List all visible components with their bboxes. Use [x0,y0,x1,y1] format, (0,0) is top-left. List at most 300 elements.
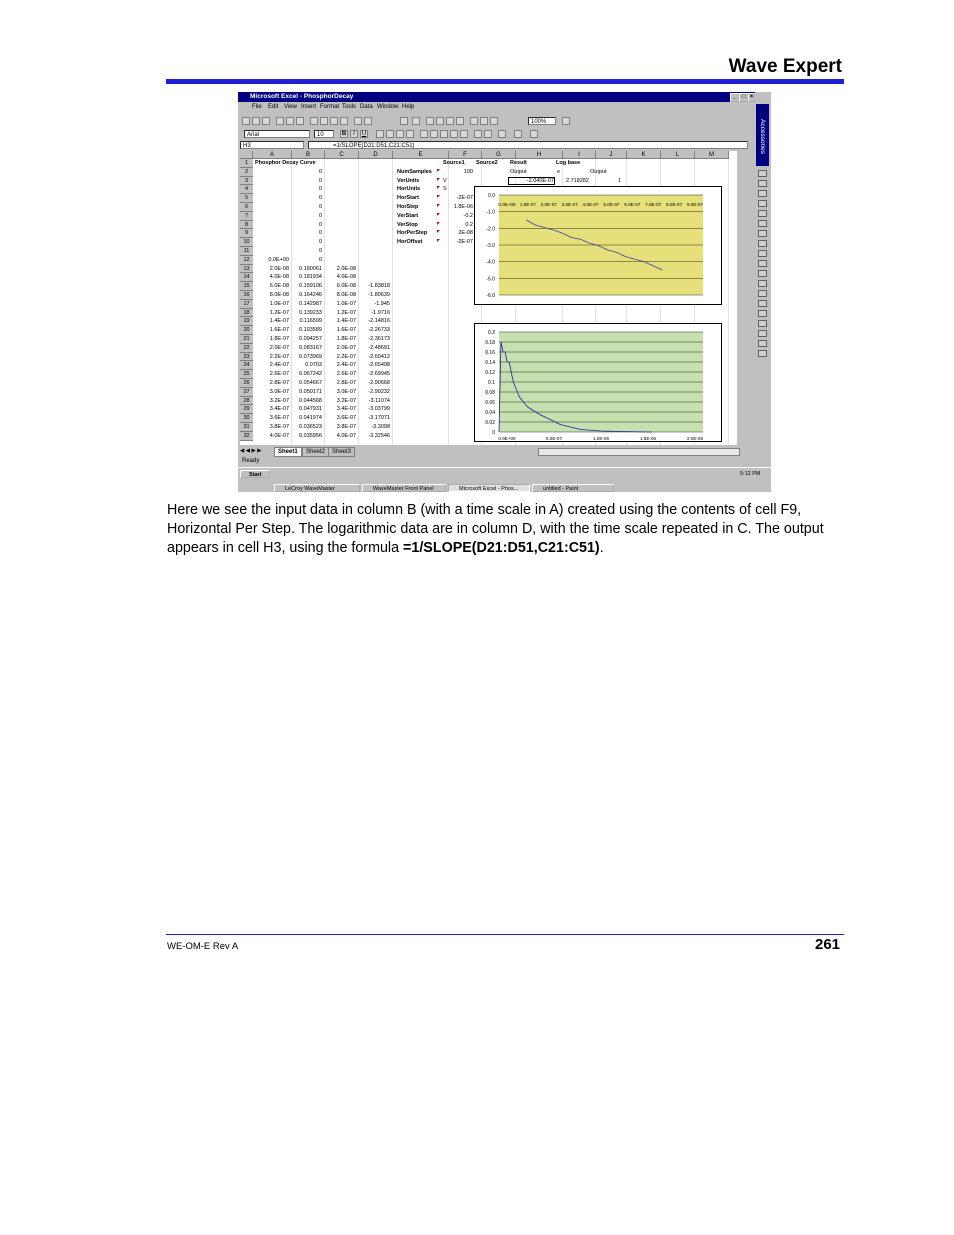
cell-b[interactable]: 0 [318,239,322,246]
spelling-icon[interactable] [296,117,304,125]
font-color-icon[interactable] [530,130,538,138]
font-name-select[interactable]: Arial [244,130,310,138]
save-icon[interactable] [262,117,270,125]
caption-text: Here we see the input data in column B (with a time scale in A) created using the contents of cell F9, Horizontal Per Step. The logarithmic data are in column D, with the time scale repeated in C. The output appears in cell H3, using the formula [167,502,824,556]
taskbar-item-lecroy[interactable]: LeCroy WaveMaster [274,484,360,492]
param-label[interactable]: VerStart [397,212,419,219]
increase-indent-icon[interactable] [484,130,492,138]
print-preview-icon[interactable] [286,117,294,125]
comma-icon[interactable] [440,130,448,138]
param-value[interactable]: 100 [463,168,473,175]
cell-c[interactable] [325,185,356,194]
row-header[interactable]: 4 [240,185,253,194]
cell-a[interactable]: 8.0E-08 [269,292,289,298]
cell-b[interactable]: 0.103589 [299,327,322,334]
cell-b[interactable]: 0.159106 [299,283,322,290]
row-header[interactable]: 14 [240,273,253,282]
cell-d[interactable] [359,212,390,221]
autofilter-icon[interactable] [758,240,767,247]
start-button[interactable]: Start [240,470,270,478]
align-center-icon[interactable] [386,130,394,138]
cell-a[interactable] [253,168,289,177]
cell-b[interactable]: 0 [318,212,322,219]
cell-d[interactable]: -1.9716 [371,309,390,316]
close-button[interactable]: × [749,94,754,100]
percent-icon[interactable] [430,130,438,138]
redo-icon[interactable] [364,117,372,125]
cell-b[interactable]: 0 [318,177,322,184]
comment-indicator-icon [437,204,440,207]
cell-a[interactable]: 0.0E+00 [268,256,289,263]
row-header[interactable]: 18 [240,309,253,318]
cell-c[interactable]: 4.0E-07 [336,432,356,439]
param-label[interactable]: HorPerStep [397,230,428,237]
cell-a[interactable]: 3.2E-07 [269,397,289,404]
print-icon[interactable] [276,117,284,125]
cell-d[interactable] [359,203,390,212]
format-painter-icon[interactable] [340,117,348,125]
cell-j3[interactable]: 1 [617,177,621,184]
param-label[interactable]: HorOffset [397,239,423,246]
row-header[interactable]: 17 [240,300,253,309]
increase-decimal-icon[interactable] [450,130,458,138]
cell-a[interactable] [253,203,289,212]
y-tick-label: -3.0 [486,243,495,249]
x-tick-label: 4.0E-07 [582,202,599,207]
row-header[interactable]: 26 [240,379,253,388]
name-box[interactable]: H3 [240,141,304,149]
cell-b[interactable]: 0.041974 [299,415,322,422]
cell-a[interactable] [253,177,289,186]
row-header[interactable]: 22 [240,344,253,353]
cell-c[interactable]: 1.6E-07 [336,327,356,334]
cell-a[interactable] [253,247,289,256]
new-icon[interactable] [242,117,250,125]
cell-a[interactable]: 6.0E-08 [269,283,289,290]
cell-b[interactable]: 0.073969 [299,353,322,360]
cell-d[interactable]: -2.36173 [368,336,390,342]
cell-b[interactable]: 0.116599 [299,318,322,325]
align-right-icon[interactable] [396,130,404,138]
cell-b[interactable]: 0.083167 [299,344,322,351]
tab-sheet1[interactable]: Sheet1 [274,447,302,457]
cell-a[interactable]: 2.4E-07 [269,362,289,369]
paste-function-icon[interactable] [758,180,767,187]
cell-b[interactable]: 0.067242 [299,371,322,378]
cell-b[interactable]: 0.047931 [299,406,322,413]
cell-a[interactable]: 4.0E-07 [269,432,289,439]
undo-icon[interactable] [354,117,362,125]
param-value[interactable]: S [443,186,447,193]
cell-a[interactable] [253,185,289,194]
param-label[interactable]: HorUnits [397,186,421,193]
cut-icon[interactable] [310,117,318,125]
row-header[interactable]: 12 [240,256,253,265]
comment-icon[interactable] [758,300,767,307]
param-value[interactable]: 2E-08 [458,230,473,237]
cell-c[interactable] [325,212,356,221]
fill-color-icon[interactable] [514,130,522,138]
cell-b[interactable]: 0 [318,204,322,210]
row-header[interactable]: 6 [240,203,253,212]
param-label[interactable]: HorStart [397,195,420,202]
menu-help[interactable]: Help [402,104,415,110]
cell-a[interactable]: 1.8E-07 [269,336,289,342]
chart-wizard-icon[interactable] [470,117,478,125]
cell-d[interactable]: -2.99232 [368,388,390,395]
menu-window[interactable]: Window [377,104,399,110]
cell-a[interactable]: 2.6E-07 [269,371,289,378]
cell-d[interactable]: -2.48691 [368,344,390,351]
row-header[interactable]: 30 [240,414,253,423]
map-icon[interactable] [480,117,488,125]
cell-b[interactable]: 0.0703 [305,362,322,369]
param-label[interactable]: NumSamples [397,168,432,175]
sort-ascending-icon[interactable] [446,117,454,125]
cell-b[interactable]: 0.035956 [299,432,322,439]
cell-a[interactable]: 4.0E-08 [269,274,289,281]
row-header[interactable]: 31 [240,423,253,432]
taskbar-item-excel[interactable]: Microsoft Excel - Phos... [448,484,530,492]
web-toolbar-icon[interactable] [412,117,420,125]
cell-b[interactable]: 0 [318,168,322,175]
cell-b[interactable]: 0 [318,195,322,202]
italic-icon[interactable]: I [350,130,358,138]
gridline [392,159,393,445]
function-icon[interactable] [436,117,444,125]
cell-d[interactable]: -3.11074 [368,397,390,404]
menu-edit[interactable]: Edit [268,104,279,110]
minimize-button[interactable]: _ [730,93,739,102]
y-tick-label: -2.0 [486,226,495,233]
cell-c[interactable]: 3.8E-07 [336,424,356,430]
hyperlink-icon[interactable] [400,117,408,125]
cell-d[interactable] [359,159,390,168]
row-header[interactable]: 5 [240,194,253,203]
cell-d[interactable]: -3.03799 [368,406,390,413]
cell-c[interactable]: 3.2E-07 [336,397,356,404]
cell-a[interactable]: 2.8E-07 [269,380,289,386]
cell-c[interactable]: 1.2E-07 [336,309,356,316]
chart-icon[interactable] [758,280,767,287]
y-tick-label: 0.0 [488,193,495,199]
row-header[interactable]: 13 [240,265,253,274]
param-value[interactable]: -2E-07 [456,195,473,202]
cell-a[interactable]: 3.0E-07 [269,388,289,395]
cell-b[interactable]: 0 [318,248,322,254]
row-header[interactable]: 23 [240,353,253,362]
cell-f1[interactable]: Source1 [443,160,465,166]
column-header-e[interactable]: E [393,151,449,159]
cell-i1[interactable]: Log base [556,160,581,166]
column-header-k[interactable]: K [627,151,661,159]
column-header-h[interactable]: H [516,151,563,159]
cell-c[interactable]: 2.6E-07 [336,371,356,378]
cell-d[interactable]: -2.69945 [368,371,390,378]
cell-c[interactable]: 2.0E-07 [336,344,356,351]
cell-d[interactable]: -3.32546 [368,432,390,439]
cell-j2[interactable]: Output [590,168,607,175]
param-value[interactable]: 1.8E-06 [453,204,473,210]
y-tick-label: 0.02 [485,420,495,426]
decay-chart[interactable] [474,323,722,442]
cell-c[interactable] [325,194,356,203]
row-header[interactable]: 29 [240,405,253,414]
cell-b[interactable]: 0 [318,230,322,237]
decrease-indent-icon[interactable] [474,130,482,138]
cell-a[interactable]: 2.0E-07 [269,344,289,351]
row-header[interactable]: 19 [240,317,253,326]
cell-d[interactable]: -1.945 [374,300,390,307]
row-header[interactable]: 21 [240,335,253,344]
param-value[interactable]: -2E-07 [456,239,473,246]
cell-d[interactable] [359,273,390,282]
cell-b[interactable]: 0.142987 [299,300,322,307]
cell-d[interactable] [359,238,390,247]
underline-icon[interactable]: U [361,131,367,137]
cell-d[interactable]: -2.60412 [368,353,390,360]
row-header[interactable]: 20 [240,326,253,335]
cell-d[interactable]: -1.83818 [368,283,390,290]
cell-a[interactable]: 1.4E-07 [269,318,289,325]
cell-a[interactable] [253,194,289,203]
cell-a[interactable] [253,221,289,230]
cell-i3[interactable]: 2.718282 [566,177,589,184]
row-header[interactable]: 8 [240,221,253,230]
cell-c[interactable] [325,229,356,238]
menu-tools[interactable]: Tools [342,104,357,110]
cell-c[interactable]: 1.4E-07 [336,318,356,325]
cell-d[interactable] [359,256,390,265]
spreadsheet-grid[interactable] [240,151,737,445]
cell-d[interactable] [359,247,390,256]
row-header[interactable]: 3 [240,177,253,186]
cell-a1[interactable]: Phosphor Decay Curve [255,160,316,166]
column-header-g[interactable]: G [482,151,516,159]
log-chart[interactable] [474,186,722,305]
row-header[interactable]: 2 [240,168,253,177]
row-header[interactable]: 32 [240,432,253,441]
cell-d[interactable]: -2.26733 [368,327,390,334]
cell-b[interactable]: 0.164246 [299,292,322,298]
chart-icon[interactable] [758,170,767,177]
cell-c[interactable]: 8.0E-08 [336,292,356,298]
column-header-m[interactable]: M [695,151,729,159]
cell-b[interactable]: 0.139233 [299,309,322,316]
cell-b[interactable]: 0.160061 [299,265,322,272]
cell-c[interactable] [325,221,356,230]
cell-g1[interactable]: Source2 [476,160,498,166]
sheet-tab-bar [238,447,755,456]
cell-h1[interactable]: Result [510,160,527,166]
maximize-button[interactable]: □ [739,93,748,102]
cell-b[interactable]: 0.094257 [299,336,322,342]
cell-a[interactable] [253,238,289,247]
param-value[interactable]: 0.2 [465,221,473,228]
cell-c[interactable]: 1.8E-07 [336,336,356,342]
cell-c[interactable]: 2.2E-07 [336,353,356,360]
cell-c[interactable]: 2.8E-07 [336,380,356,386]
cell-d[interactable] [359,185,390,194]
zoom-select[interactable]: 100% [528,117,556,125]
menu-insert[interactable]: Insert [301,104,317,110]
cell-format-icon[interactable] [758,220,767,227]
cell-c[interactable]: 1.0E-07 [336,300,356,307]
picture-icon[interactable] [758,260,767,267]
cell-c[interactable] [325,168,356,177]
column-header-i[interactable]: I [563,151,596,159]
cell-a[interactable]: 1.6E-07 [269,327,289,334]
cell-d[interactable] [359,229,390,238]
cell-i2[interactable]: e [557,168,561,175]
cell-d[interactable] [359,194,390,203]
cell-d[interactable]: -2.14816 [368,318,390,325]
office-assistant-icon[interactable] [562,117,570,125]
cell-d[interactable]: -1.80639 [368,292,390,298]
param-value[interactable]: V [443,177,447,184]
cell-c[interactable] [325,203,356,212]
menu-view[interactable]: View [284,104,297,110]
drawing-icon[interactable] [758,230,767,237]
filter-icon[interactable] [758,310,767,317]
cell-h3-selected[interactable]: -2.040E-07 [508,177,555,186]
accessories-panel[interactable] [756,104,769,166]
column-header-f[interactable]: F [449,151,482,159]
column-header-l[interactable]: L [661,151,695,159]
tools-icon[interactable] [758,270,767,277]
cell-c[interactable]: 2.0E-08 [336,265,356,272]
paste-icon[interactable] [330,117,338,125]
select-all-corner[interactable] [240,151,253,159]
menu-format[interactable]: Format [320,104,340,110]
comment-icon[interactable] [758,190,767,197]
merge-center-icon[interactable] [406,130,414,138]
row-header[interactable]: 24 [240,361,253,370]
cell-d[interactable]: -2.90668 [368,380,390,386]
copy-icon[interactable] [320,117,328,125]
cell-a[interactable] [253,212,289,221]
cell-c[interactable]: 4.0E-08 [336,274,356,281]
open-icon[interactable] [252,117,260,125]
cell-b[interactable]: 0.050171 [299,388,322,395]
cell-c[interactable]: 2.4E-07 [336,362,356,369]
autofilter-icon[interactable] [758,350,767,357]
tab-sheet3[interactable]: Sheet3 [328,447,355,457]
cell-c[interactable] [325,256,356,265]
formula-input[interactable]: =1/SLOPE(D21:D51,C21:C51) [308,141,748,149]
column-header-b[interactable]: B [292,151,325,159]
cell-b[interactable]: 0 [318,186,322,193]
cell-b[interactable]: 0.044568 [299,397,322,404]
row-header[interactable]: 7 [240,212,253,221]
cell-c[interactable] [325,238,356,247]
decrease-decimal-icon[interactable] [460,130,468,138]
column-header-d[interactable]: D [359,151,393,159]
paste-function-icon[interactable] [758,290,767,297]
cell-a[interactable] [253,229,289,238]
drawing-icon[interactable] [490,117,498,125]
cell-b[interactable]: 0 [318,256,322,263]
row-header[interactable]: 10 [240,238,253,247]
row-header[interactable]: 27 [240,388,253,397]
cell-d[interactable] [359,265,390,274]
taskbar-item-paint[interactable]: untitled - Paint [532,484,614,492]
menu-file[interactable]: File [252,104,262,110]
borders-icon[interactable] [498,130,506,138]
autosum-icon[interactable] [426,117,434,125]
cell-b[interactable]: 0 [318,221,322,228]
cell-format-icon[interactable] [758,330,767,337]
cell-d[interactable]: -2.65498 [368,362,390,369]
cell-c[interactable] [325,159,356,168]
cell-a[interactable]: 1.0E-07 [269,300,289,307]
row-header[interactable]: 16 [240,291,253,300]
currency-icon[interactable] [420,130,428,138]
text-icon[interactable] [758,250,767,257]
drawing-icon[interactable] [758,340,767,347]
cell-b[interactable]: 0.036523 [299,424,322,430]
align-left-icon[interactable] [376,130,384,138]
bold-icon[interactable]: B [341,131,347,137]
cell-c[interactable]: 3.6E-07 [336,415,356,422]
sort-icon[interactable] [758,210,767,217]
column-header-c[interactable]: C [325,151,359,159]
cell-d[interactable] [359,221,390,230]
tab-scroll-icon[interactable]: ◀ ◀ ▶ ▶ [240,448,262,454]
filter-icon[interactable] [758,200,767,207]
sort-descending-icon[interactable] [456,117,464,125]
cell-a[interactable]: 2.0E-08 [269,265,289,272]
cell-d[interactable] [359,177,390,186]
cell-b[interactable]: 0.181934 [299,274,322,281]
cell-b[interactable]: 0.054667 [299,380,322,386]
cell-a[interactable]: 1.2E-07 [269,309,289,316]
cell-a[interactable]: 2.2E-07 [269,353,289,360]
param-value[interactable]: -0.2 [463,212,473,219]
cell-a[interactable]: 3.4E-07 [269,406,289,413]
param-label[interactable]: HorStep [397,204,419,210]
font-size-select[interactable]: 10 [314,130,334,138]
row-header[interactable]: 15 [240,282,253,291]
cell-c[interactable]: 3.0E-07 [336,388,356,395]
cell-d[interactable]: -3.3098 [371,424,390,430]
sort-icon[interactable] [758,320,767,327]
tab-sheet2[interactable]: Sheet2 [302,447,329,457]
cell-d[interactable] [359,168,390,177]
menu-data[interactable]: Data [360,104,373,110]
cell-c[interactable]: 6.0E-08 [336,283,356,290]
cell-a[interactable]: 3.8E-07 [269,424,289,430]
decay-chart-plot [475,324,721,441]
column-header-a[interactable]: A [253,151,292,159]
cell-d[interactable]: -3.17071 [368,415,390,422]
row-header[interactable]: 11 [240,247,253,256]
row-header[interactable]: 28 [240,397,253,406]
cell-c[interactable] [325,247,356,256]
taskbar-item-front-panel[interactable]: WaveMaster Front Panel [362,484,446,492]
horizontal-scrollbar[interactable] [538,448,740,456]
row-header[interactable]: 9 [240,229,253,238]
cell-a[interactable]: 3.6E-07 [269,415,289,422]
column-header-j[interactable]: J [596,151,627,159]
cell-h2[interactable]: Output [510,168,527,175]
row-header[interactable]: 25 [240,370,253,379]
param-label[interactable]: VerUnits [397,177,420,184]
param-label[interactable]: VerStop [397,221,418,228]
row-header[interactable]: 1 [240,159,253,168]
cell-c[interactable]: 3.4E-07 [336,406,356,413]
cell-c[interactable] [325,177,356,186]
